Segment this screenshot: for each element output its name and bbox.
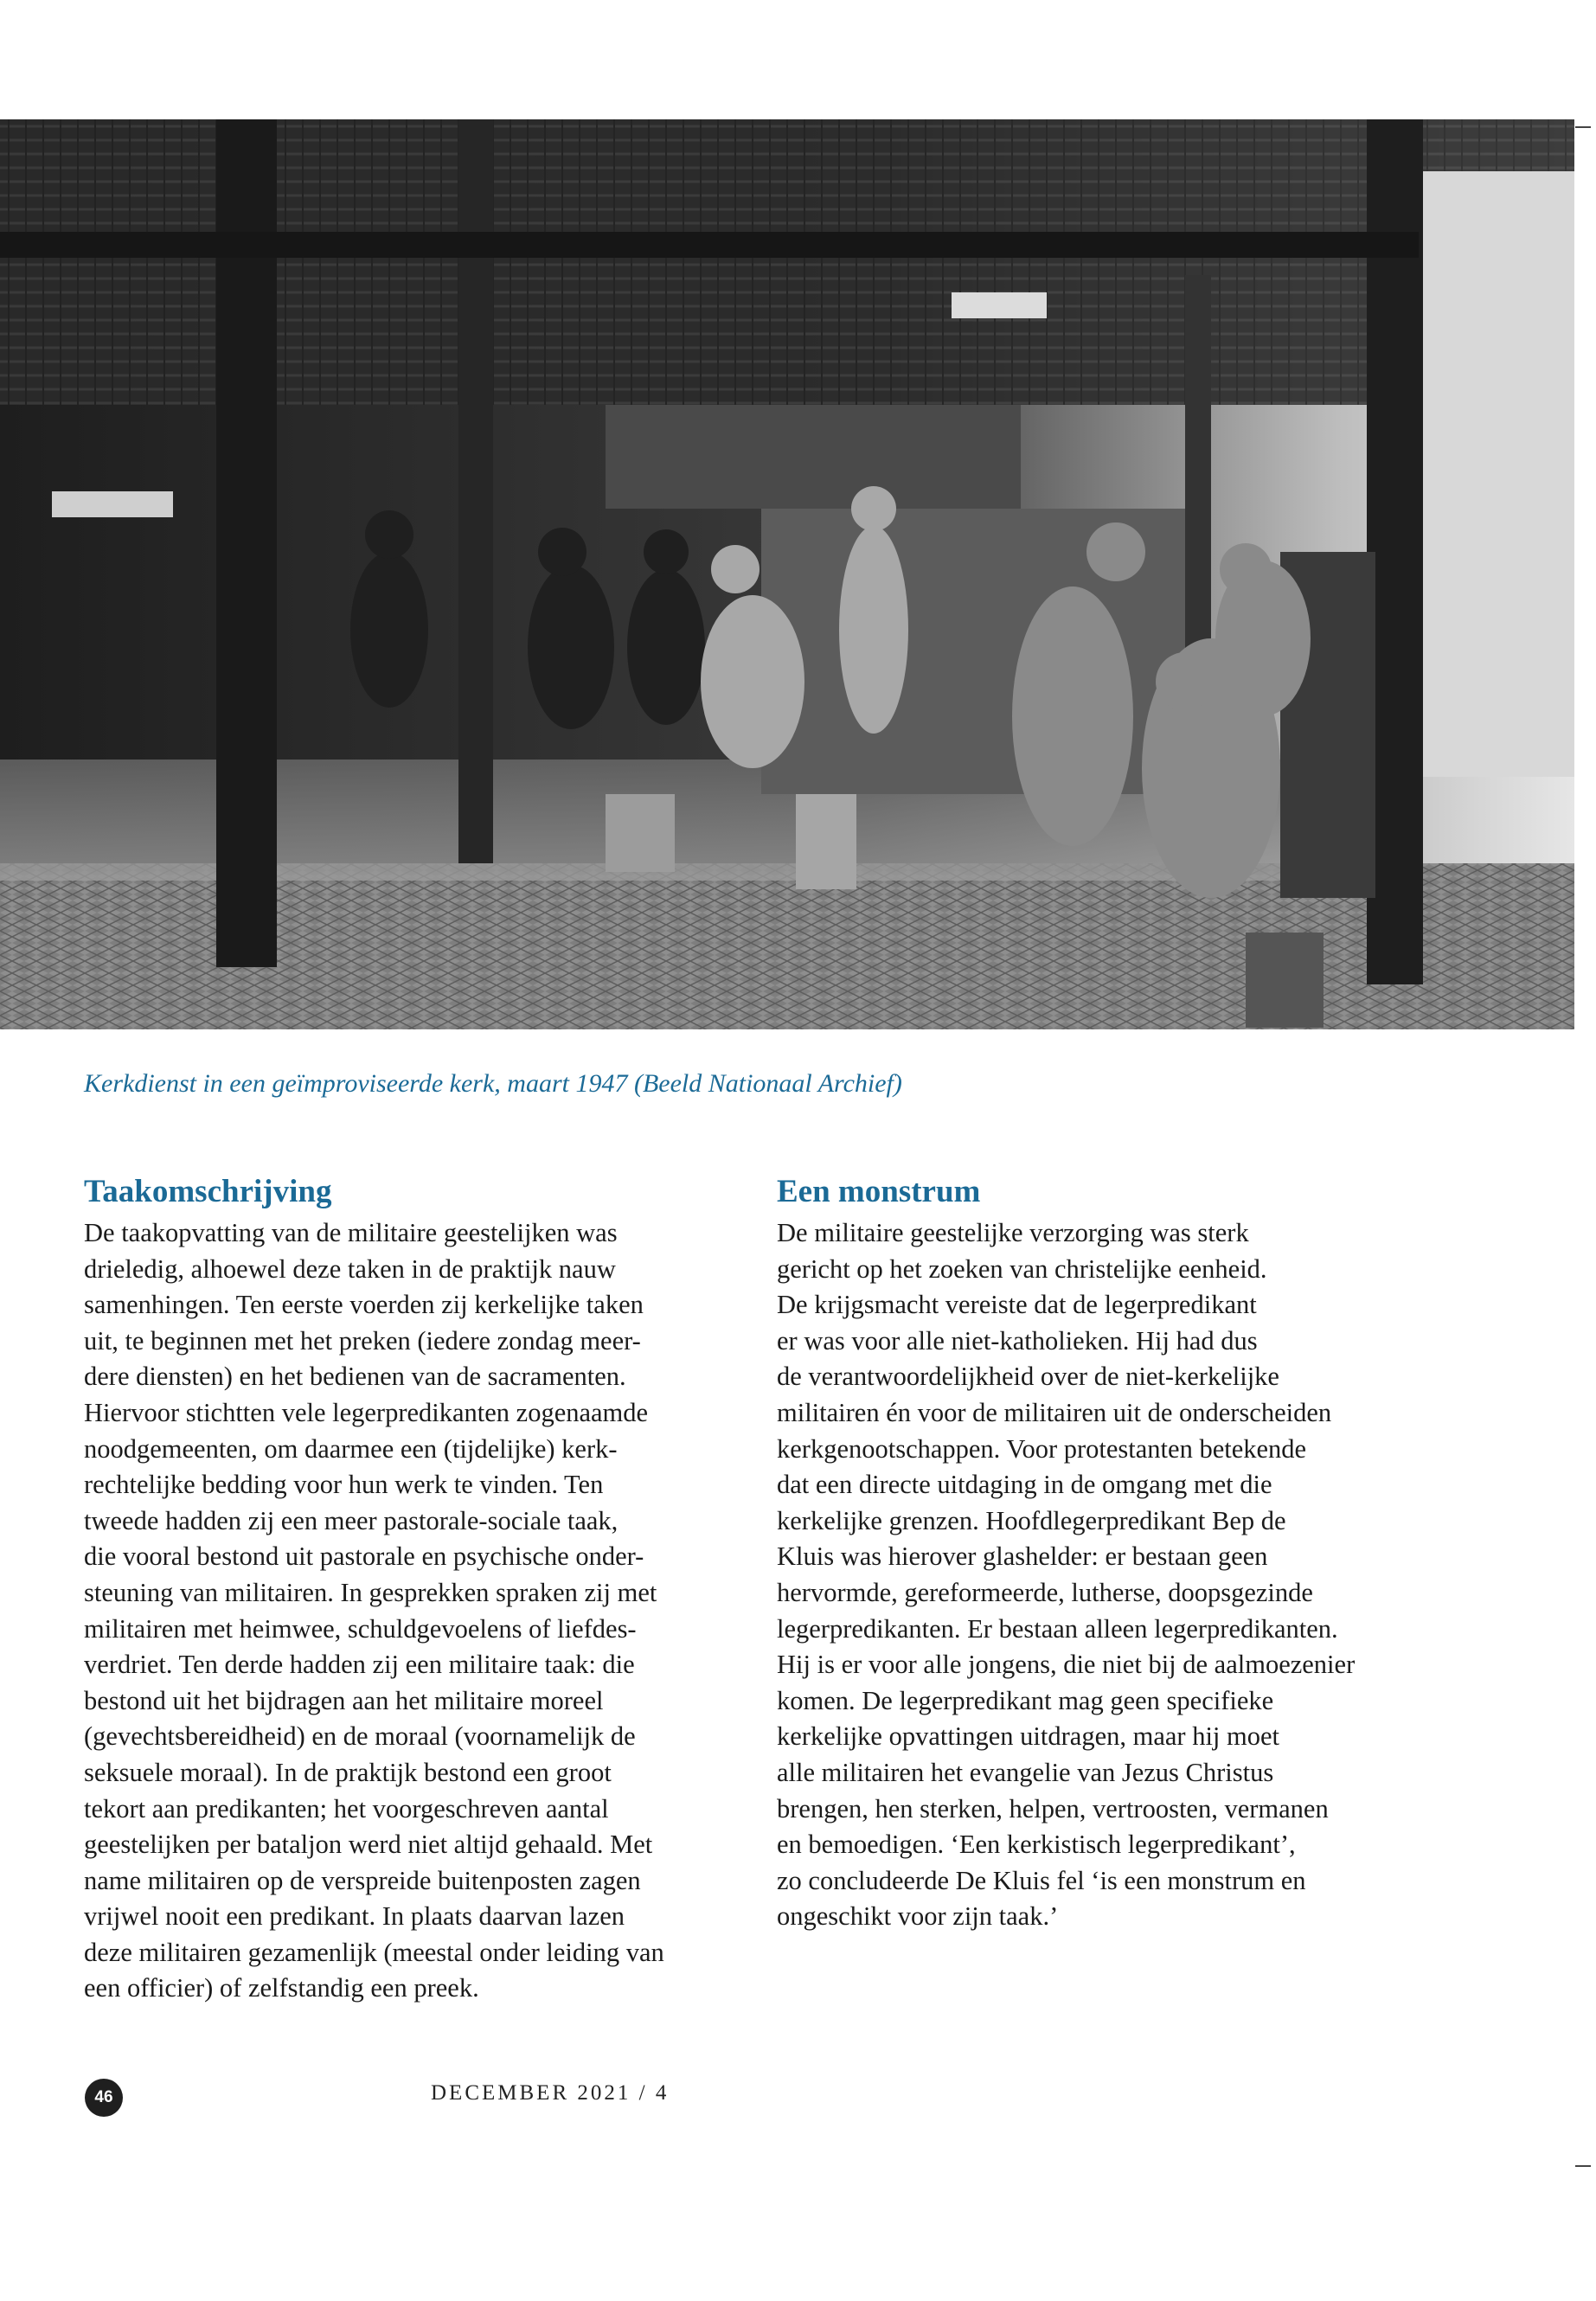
body-text-line: rechtelijke bedding voor hun werk te vinden. Ten bbox=[84, 1470, 604, 1500]
body-text-line: militairen met heimwee, schuldgevoelens of liefdes- bbox=[84, 1613, 637, 1644]
body-text-line: een officier) of zelfstandig een preek. bbox=[84, 1973, 479, 2003]
crop-mark-top bbox=[1575, 126, 1591, 128]
body-text-line: militairen én voor de militairen uit de onderscheiden bbox=[777, 1397, 1332, 1427]
body-text-line: kerkgenootschappen. Voor protestanten betekende bbox=[777, 1433, 1307, 1464]
right-column-body bbox=[777, 1215, 1452, 1935]
body-text-line: steuning van militairen. In gesprekken spraken zij met bbox=[84, 1577, 657, 1607]
page-number-badge: 46 bbox=[85, 2079, 123, 2117]
left-column bbox=[84, 1172, 763, 2007]
body-text-line: gericht op het zoeken van christelijke eenheid. bbox=[777, 1253, 1267, 1284]
body-text-line: drieledig, alhoewel deze taken in de praktijk nauw bbox=[84, 1253, 616, 1284]
body-text-line: De militaire geestelijke verzorging was sterk bbox=[777, 1218, 1249, 1247]
body-text-line: noodgemeenten, om daarmee een (tijdelijke) kerk- bbox=[84, 1433, 618, 1464]
body-text-line: De taakopvatting van de militaire geestelijken was bbox=[84, 1218, 618, 1247]
body-text-line: Hiervoor stichtten vele legerpredikanten zogenaamde bbox=[84, 1397, 649, 1427]
body-text-line: dere diensten) en het bedienen van de sacramenten. bbox=[84, 1362, 626, 1392]
body-text-line: legerpredikanten. Er bestaan alleen legerpredikanten. bbox=[777, 1613, 1338, 1644]
section-heading-taakomschrijving: Taakomschrijving bbox=[84, 1174, 332, 1209]
body-text-line: samenhingen. Ten eerste voerden zij kerkelijke taken bbox=[84, 1290, 644, 1320]
photo-church-service bbox=[0, 119, 1574, 1029]
issue-label: DECEMBER 2021 / 4 bbox=[431, 2081, 670, 2105]
body-text-line: ongeschikt voor zijn taak.’ bbox=[777, 1901, 1059, 1932]
body-text-line: kerkelijke opvattingen uitdragen, maar hij moet bbox=[777, 1721, 1280, 1752]
body-text-line: (gevechtsbereidheid) en de moraal (voornamelijk de bbox=[84, 1721, 636, 1752]
body-text-line: kerkelijke grenzen. Hoofdlegerpredikant Bep de bbox=[777, 1505, 1286, 1535]
body-text-line: tweede hadden zij een meer pastorale-sociale taak, bbox=[84, 1505, 619, 1535]
body-text-line: brengen, hen sterken, helpen, vertroosten, vermanen bbox=[777, 1793, 1329, 1823]
photo-caption: Kerkdienst in een geïmproviseerde kerk, maart 1947 (Beeld Nationaal Archief) bbox=[84, 1069, 902, 1098]
body-text-line: name militairen op de verspreide buitenposten zagen bbox=[84, 1865, 641, 1895]
section-heading-een-monstrum: Een monstrum bbox=[777, 1174, 981, 1209]
body-text-line: bestond uit het bijdragen aan het militaire moreel bbox=[84, 1685, 604, 1715]
body-text-line: de verantwoordelijkheid over de niet-kerkelijke bbox=[777, 1362, 1279, 1392]
body-text-line: tekort aan predikanten; het voorgeschreven aantal bbox=[84, 1793, 609, 1823]
body-text-line: er was voor alle niet-katholieken. Hij had dus bbox=[777, 1325, 1258, 1356]
body-text-line: De krijgsmacht vereiste dat de legerpredikant bbox=[777, 1290, 1257, 1320]
photo-church-service-icon bbox=[0, 119, 1574, 1029]
body-text-line: dat een directe uitdaging in de omgang met die bbox=[777, 1470, 1272, 1500]
body-text-line: deze militairen gezamenlijk (meestal onder leiding van bbox=[84, 1937, 664, 1967]
body-text-line: vrijwel nooit een predikant. In plaats daarvan lazen bbox=[84, 1901, 625, 1932]
body-text-line: en bemoedigen. ‘Een kerkistisch legerpredikant’, bbox=[777, 1830, 1296, 1860]
body-text-line: zo concludeerde De Kluis fel ‘is een monstrum en bbox=[777, 1865, 1306, 1895]
body-text-line: Kluis was hierover glashelder: er bestaan geen bbox=[777, 1541, 1268, 1572]
body-text-line: alle militairen het evangelie van Jezus Christus bbox=[777, 1757, 1274, 1787]
crop-mark-bottom bbox=[1575, 2165, 1591, 2167]
left-column-body bbox=[84, 1215, 763, 2007]
right-column bbox=[777, 1172, 1452, 1935]
body-text-line: Hij is er voor alle jongens, die niet bij de aalmoezenier bbox=[777, 1650, 1356, 1680]
body-text-line: hervormde, gereformeerde, lutherse, doopsgezinde bbox=[777, 1577, 1313, 1607]
body-text-line: geestelijken per bataljon werd niet altijd gehaald. Met bbox=[84, 1830, 653, 1860]
body-text-line: seksuele moraal). In de praktijk bestond een groot bbox=[84, 1757, 612, 1787]
body-text-line: verdriet. Ten derde hadden zij een militaire taak: die bbox=[84, 1650, 635, 1680]
body-text-line: die vooral bestond uit pastorale en psychische onder- bbox=[84, 1541, 644, 1572]
body-text-line: uit, te beginnen met het preken (iedere zondag meer- bbox=[84, 1325, 641, 1356]
body-text-line: komen. De legerpredikant mag geen specifieke bbox=[777, 1685, 1274, 1715]
